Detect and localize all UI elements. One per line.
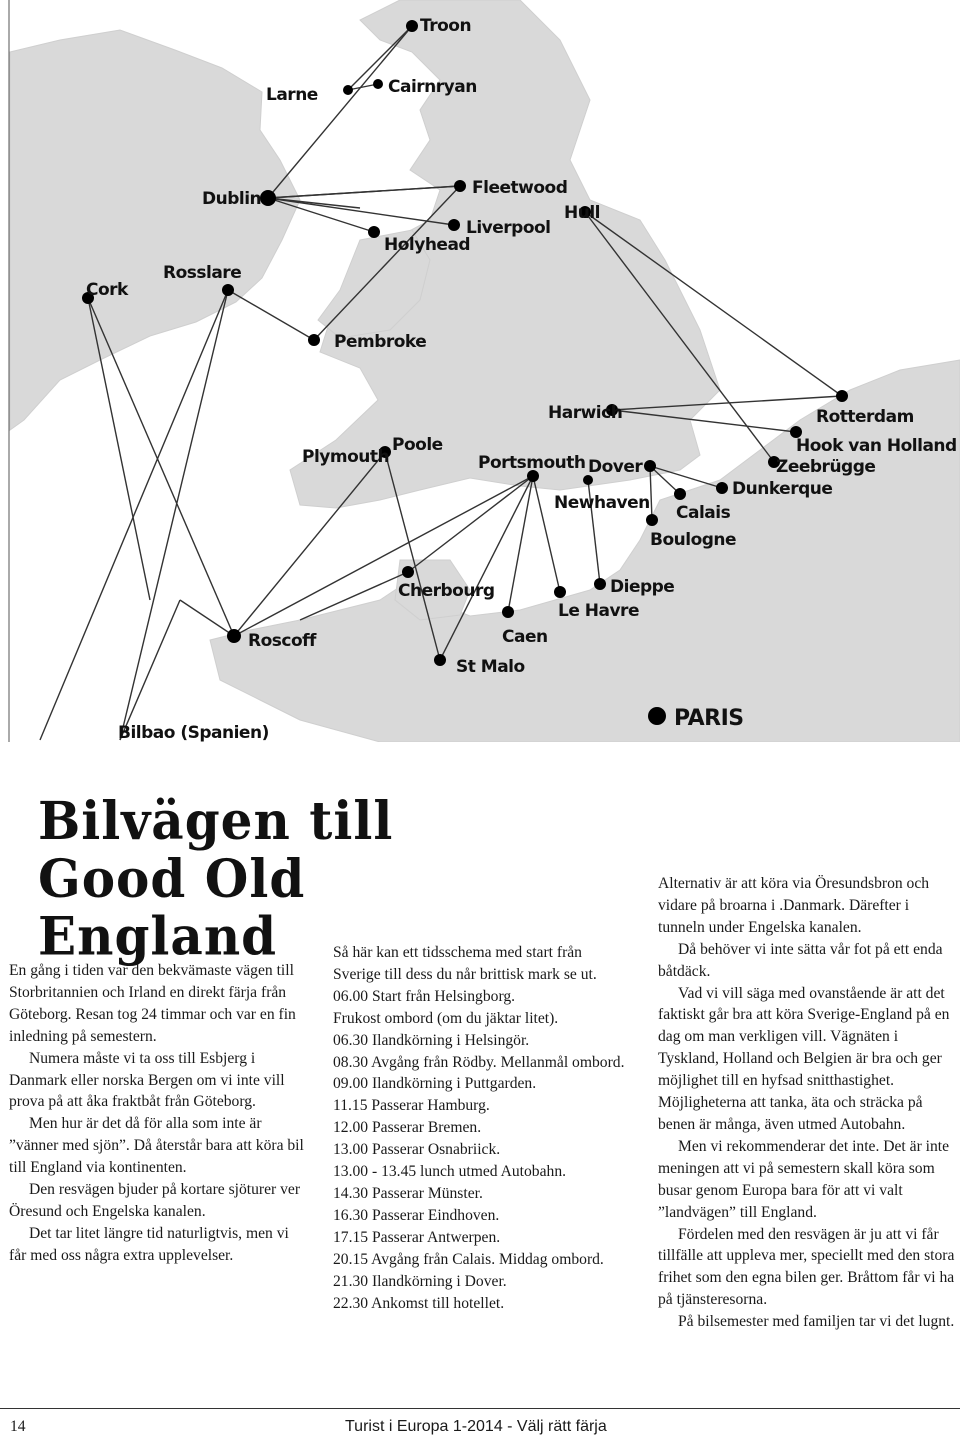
label-newhaven: Newhaven (554, 493, 650, 513)
label-poole: Poole (392, 435, 443, 455)
label-boulogne: Boulogne (650, 530, 737, 550)
port-dot-caen (502, 606, 514, 618)
schedule-line: 12.00 Passerar Bremen. (333, 1119, 482, 1137)
label-dover: Dover (588, 457, 643, 477)
article-column-3 (658, 873, 958, 1333)
label-fleetwood: Fleetwood (472, 178, 568, 198)
label-portsmouth: Portsmouth (478, 453, 586, 473)
col1-paragraph: En gång i tiden var den bekvämaste vägen till Storbritannien och Irland en direkt färja från Göteborg. Resan tog 24 timmar och var en fin inledning på semestern. (9, 962, 296, 1045)
label-cork: Cork (86, 280, 128, 300)
port-dot-liverpool (448, 219, 460, 231)
label-dublin: Dublin (202, 189, 262, 209)
port-dot-fleetwood (454, 180, 466, 192)
label-plymouth: Plymouth (302, 447, 390, 467)
col3-paragraph: På bilsemester med familjen tar vi det lugnt. (678, 1313, 955, 1331)
headline-line-3: England (38, 905, 278, 968)
schedule-line: Frukost ombord (om du jäktar litet). (333, 1009, 559, 1027)
label-harwich: Harwich (548, 403, 623, 423)
schedule-line: 06.30 Ilandkörning i Helsingör. (333, 1031, 530, 1049)
col3-paragraph: Då behöver vi inte sätta vår fot på ett enda båtdäck. (658, 940, 943, 980)
ireland-landmass (10, 30, 300, 430)
schedule-line: 17.15 Passerar Antwerpen. (333, 1228, 501, 1246)
schedule-line: 16.30 Passerar Eindhoven. (333, 1206, 500, 1224)
map-land (10, 0, 960, 742)
page-number: 14 (10, 1418, 26, 1435)
label-caen: Caen (502, 627, 548, 647)
col3-paragraph: Men vi rekommenderar det inte. Det är inte meningen att vi på semestern skall köra som busar genom Europa bara för att vi valt ”landvägen” till England. (658, 1137, 950, 1221)
footer-text: Turist i Europa 1-2014 - Välj rätt färja (345, 1418, 607, 1435)
col1-paragraph: Numera måste vi ta oss till Esbjerg i Danmark eller norska Bergen om vi inte vill prova på att åka fraktbåt från Göteborg. (9, 1049, 285, 1111)
label-hull: Hull (564, 203, 600, 223)
port-dot-holyhead (368, 226, 380, 238)
port-dot-paris (648, 707, 666, 725)
headline-line-1: Bilvägen till (38, 789, 394, 852)
port-dot-dunkerque (716, 482, 728, 494)
col1-paragraph: Det tar litet längre tid naturligtvis, men vi får med oss några extra upplevelser. (9, 1224, 289, 1264)
schedule-line: Så här kan ett tidsschema med start från Sverige till dess du når brittisk mark se ut. 06.00 Start från Helsingborg. (333, 944, 597, 1005)
label-calais: Calais (676, 503, 731, 523)
col3-paragraph: Vad vi vill säga med ovanstående är att det faktiskt går bra att köra Sverige-England på en dag om man verkligen vill. Vägnäten i Tyskland, Holland och Belgien är bra och ger möjlighet till en hyfsad snitthastighet. Möjligheterna att tanka, äta och sträcka på benen är många, även utmed Autobahn. (658, 984, 950, 1133)
port-dot-rosslare (222, 284, 234, 296)
schedule-line: 22.30 Ankomst till hotellet. (333, 1294, 505, 1312)
schedule-line: 11.15 Passerar Hamburg. (333, 1097, 490, 1115)
label-holyhead: Holyhead (384, 235, 471, 255)
label-roscoff: Roscoff (248, 631, 316, 651)
label-dieppe: Dieppe (610, 577, 675, 597)
label-cairnryan: Cairnryan (388, 77, 477, 97)
port-dot-calais (674, 488, 686, 500)
port-dot-dublin (260, 190, 276, 206)
port-dot-le-havre (554, 586, 566, 598)
label-rosslare: Rosslare (163, 263, 242, 283)
schedule-line: 09.00 Ilandkörning i Puttgarden. (333, 1075, 537, 1093)
label-liverpool: Liverpool (466, 218, 551, 238)
port-dot-pembroke (308, 334, 320, 346)
footer-divider (0, 1408, 960, 1409)
port-dot-dieppe (594, 578, 606, 590)
schedule-line: 13.00 Passerar Osnabriick. (333, 1141, 501, 1159)
port-dot-cherbourg (402, 566, 414, 578)
label-dunkerque: Dunkerque (732, 479, 833, 499)
label-st-malo: St Malo (456, 657, 525, 677)
port-dot-troon (406, 20, 418, 32)
port-dot-boulogne (646, 514, 658, 526)
label-pembroke: Pembroke (334, 332, 427, 352)
label-rotterdam: Rotterdam (816, 407, 914, 427)
label-troon: Troon (420, 16, 472, 36)
label-hook-van-holland: Hook van Holland (796, 436, 957, 456)
port-dot-roscoff (227, 629, 241, 643)
label-larne: Larne (266, 85, 318, 105)
col3-paragraph: Alternativ är att köra via Öresundsbron och vidare på broarna i .Danmark. Därefter i tunneln under Engelska kanalen. (658, 875, 930, 936)
headline-line-2: Good Old (38, 847, 306, 910)
article-headline (38, 789, 394, 968)
label-le-havre: Le Havre (558, 601, 639, 621)
col3-paragraph: Fördelen med den resvägen är ju att vi får tillfälle att uppleva mer, speciellt med den stora frihet som den egna bilen ger. Bråttom får vi ha på tjänsteresorna. (658, 1225, 955, 1309)
port-dot-st-malo (434, 654, 446, 666)
schedule-line: 14.30 Passerar Münster. (333, 1184, 483, 1202)
col1-paragraph: Den resvägen bjuder på kortare sjöturer ver Öresund och Engelska kanalen. (9, 1181, 301, 1220)
article-column-2-schedule (333, 942, 633, 1314)
schedule-line: 08.30 Avgång från Rödby. Mellanmål ombord. (333, 1053, 625, 1071)
article-column-1 (9, 960, 309, 1267)
label-zeebrugge: Zeebrügge (776, 457, 876, 477)
port-dot-cairnryan (373, 79, 383, 89)
port-dot-dover (644, 460, 656, 472)
port-dot-rotterdam (836, 390, 848, 402)
label-paris: PARIS (674, 706, 744, 731)
label-bilbao: Bilbao (Spanien) (118, 723, 269, 742)
port-dot-larne (343, 85, 353, 95)
label-cherbourg: Cherbourg (398, 581, 495, 601)
schedule-line: 13.00 - 13.45 lunch utmed Autobahn. (333, 1163, 567, 1181)
schedule-line: 20.15 Avgång från Calais. Middag ombord. (333, 1250, 604, 1268)
col1-paragraph: Men hur är det då för alla som inte är ”vänner med sjön”. Då återstår bara att köra bil till England via kontinenten. (9, 1115, 304, 1177)
schedule-line: 21.30 Ilandkörning i Dover. (333, 1272, 507, 1290)
